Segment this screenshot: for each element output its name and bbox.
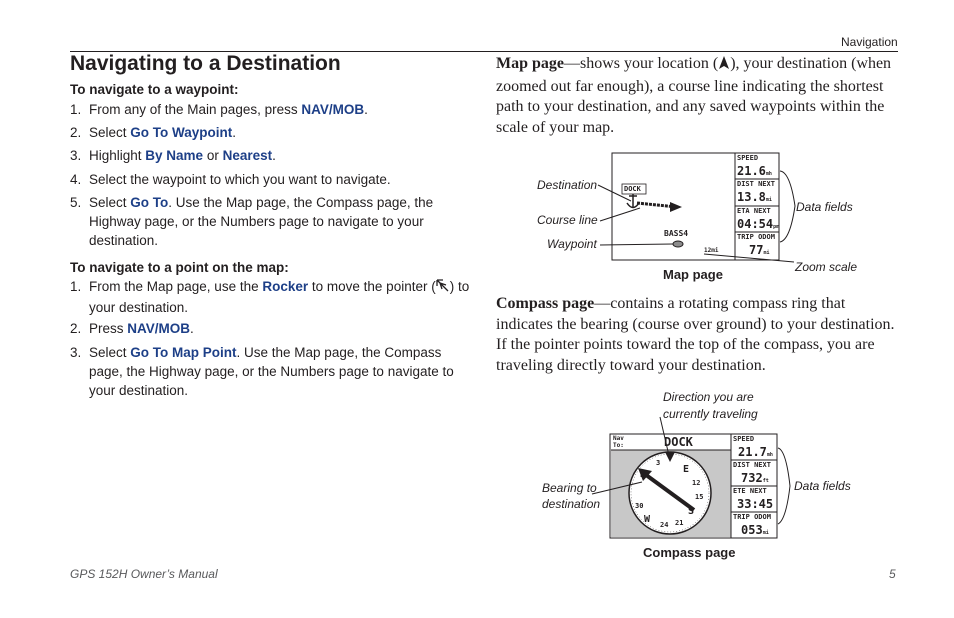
map-figure-caption: Map page <box>663 267 723 282</box>
step-text: Highlight <box>89 148 146 163</box>
ring-label-s: S <box>688 506 695 517</box>
compass-page-description <box>496 294 898 376</box>
waypoint-step-5 <box>70 193 475 250</box>
step-number: 3. <box>70 345 82 360</box>
field-value: 732 <box>741 471 763 485</box>
field-value: 21.7 <box>738 445 767 459</box>
ring-label-12: 12 <box>692 479 701 487</box>
field-label: DIST NEXT <box>737 180 775 188</box>
field-value: 77 <box>749 243 764 257</box>
step-number: 1. <box>70 102 82 117</box>
ring-label-21: 21 <box>675 519 684 527</box>
compass-page-term: Compass page <box>496 295 595 312</box>
ring-label-n: N <box>640 469 647 480</box>
waypoint-step-3 <box>70 146 475 165</box>
compass-field-speed <box>733 435 777 461</box>
callout-data-fields: Data fields <box>796 200 853 214</box>
step-text: . <box>190 321 194 336</box>
step-number: 1. <box>70 279 82 294</box>
callout-bearing-line1: Bearing to <box>542 481 597 495</box>
step-text: Select <box>89 345 131 360</box>
step-number: 2. <box>70 125 82 140</box>
waypoint-heading: To navigate to a waypoint: <box>70 82 239 97</box>
step-text: or <box>203 148 223 163</box>
field-unit: mh <box>766 452 773 458</box>
field-unit: pm <box>773 224 780 230</box>
map-point-step-3 <box>70 343 475 400</box>
key-nav-mob: NAV/MOB <box>301 102 365 117</box>
map-field-trip-odom <box>737 233 779 259</box>
step-number: 5. <box>70 195 82 210</box>
page-title: Navigating to a Destination <box>70 52 341 75</box>
step-text: ) to your destination. <box>89 279 470 315</box>
callout-zoom-scale: Zoom scale <box>795 260 858 274</box>
option-go-to-waypoint: Go To Waypoint <box>130 125 233 140</box>
map-waypoint-label: BASS4 <box>664 229 689 238</box>
option-go-to-map-point: Go To Map Point <box>130 345 237 360</box>
compass-nav-to-line1: Nav <box>613 435 624 442</box>
step-text: Select <box>89 195 131 210</box>
waypoint-step-4 <box>70 170 475 189</box>
step-number: 4. <box>70 172 82 187</box>
field-label: TRIP ODOM <box>733 513 771 521</box>
field-value: 21.6 <box>737 164 766 178</box>
compass-destination-name: DOCK <box>664 435 693 449</box>
step-text: Select <box>89 125 131 140</box>
compass-nav-to-line2: To: <box>613 442 624 449</box>
header-section-label: Navigation <box>841 35 898 49</box>
map-field-dist-next <box>737 180 779 206</box>
callout-bearing-line2: destination <box>542 497 601 511</box>
map-page-term: Map page <box>496 55 564 72</box>
field-label: ETA NEXT <box>737 207 771 215</box>
step-text: . Use the Map page, the Compass page, the Highway page, or the Numbers page to navigate to your destination. <box>89 345 454 398</box>
field-value: 13.8 <box>737 190 766 204</box>
footer-page-number: 5 <box>889 567 896 581</box>
map-point-step-1 <box>70 277 475 317</box>
compass-figure-caption: Compass page <box>643 545 736 560</box>
step-text: Press <box>89 321 128 336</box>
option-nearest: Nearest <box>222 148 273 163</box>
field-unit: mh <box>765 171 772 177</box>
compass-field-dist-next <box>733 461 777 487</box>
callout-destination: Destination <box>537 178 598 192</box>
key-nav-mob: NAV/MOB <box>127 321 191 336</box>
map-pointer-icon <box>436 279 450 298</box>
step-text: From any of the Main pages, press <box>89 102 302 117</box>
compass-field-ete-next <box>733 487 777 513</box>
map-page-figure <box>530 150 870 286</box>
description-text: ), your destination (when zoomed out far enough), a course line indicating the shortest path to your destination, and any saved waypoints within the scale of your map. <box>496 55 892 136</box>
option-go-to: Go To <box>130 195 169 210</box>
field-value: 33:45 <box>737 497 774 511</box>
ring-label-30: 30 <box>635 502 644 510</box>
ring-label-15: 15 <box>695 493 704 501</box>
step-text: Select the waypoint to which you want to navigate. <box>89 172 391 187</box>
footer-manual-title: GPS 152H Owner’s Manual <box>70 567 218 581</box>
ring-label-3: 3 <box>656 459 661 467</box>
field-label: ETE NEXT <box>733 487 767 495</box>
field-value: 053 <box>741 523 763 537</box>
callout-waypoint: Waypoint <box>547 237 597 251</box>
callout-course-line: Course line <box>537 213 598 227</box>
ring-label-24: 24 <box>660 521 669 529</box>
map-field-speed <box>737 154 779 180</box>
ring-label-e: E <box>683 464 690 475</box>
callout-data-fields: Data fields <box>794 479 851 493</box>
field-unit: mi <box>765 197 772 203</box>
callout-direction-line2: currently traveling <box>663 407 758 421</box>
map-point-heading: To navigate to a point on the map: <box>70 260 289 275</box>
map-dest-label: DOCK <box>624 185 641 193</box>
step-text: to move the pointer ( <box>308 279 436 294</box>
waypoint-step-1 <box>70 100 475 119</box>
callout-direction-line1: Direction you are <box>663 390 754 404</box>
step-text: . <box>364 102 368 117</box>
map-point-step-2 <box>70 319 475 338</box>
field-label: SPEED <box>733 435 755 443</box>
ring-label-w: W <box>644 514 651 525</box>
step-text: . Use the Map page, the Compass page, the Highway page, or the Numbers page to navigate to your destination. <box>89 195 434 248</box>
field-value: 04:54 <box>737 217 774 231</box>
field-label: TRIP ODOM <box>737 233 775 241</box>
step-number: 2. <box>70 321 82 336</box>
compass-page-figure <box>540 390 870 542</box>
step-number: 3. <box>70 148 82 163</box>
map-zoom-scale: 12mi <box>704 247 719 254</box>
waypoint-step-2 <box>70 123 475 142</box>
step-text: . <box>272 148 276 163</box>
map-page-description <box>496 54 898 138</box>
description-text: —shows your location ( <box>564 55 719 72</box>
field-unit: mi <box>763 250 770 256</box>
field-label: DIST NEXT <box>733 461 771 469</box>
field-unit: ft <box>762 478 769 484</box>
step-text: From the Map page, use the <box>89 279 263 294</box>
description-text: —contains a rotating compass ring that indicates the bearing (course over ground) to your destination. If the pointer points toward the top of the compass, you are traveling directly toward your destination. <box>496 295 895 374</box>
map-field-eta-next <box>737 207 779 233</box>
key-rocker: Rocker <box>262 279 309 294</box>
option-by-name: By Name <box>145 148 204 163</box>
field-unit: mi <box>762 530 769 536</box>
field-label: SPEED <box>737 154 759 162</box>
compass-field-trip-odom <box>733 513 777 539</box>
boat-location-icon <box>718 56 730 77</box>
step-text: . <box>232 125 237 140</box>
